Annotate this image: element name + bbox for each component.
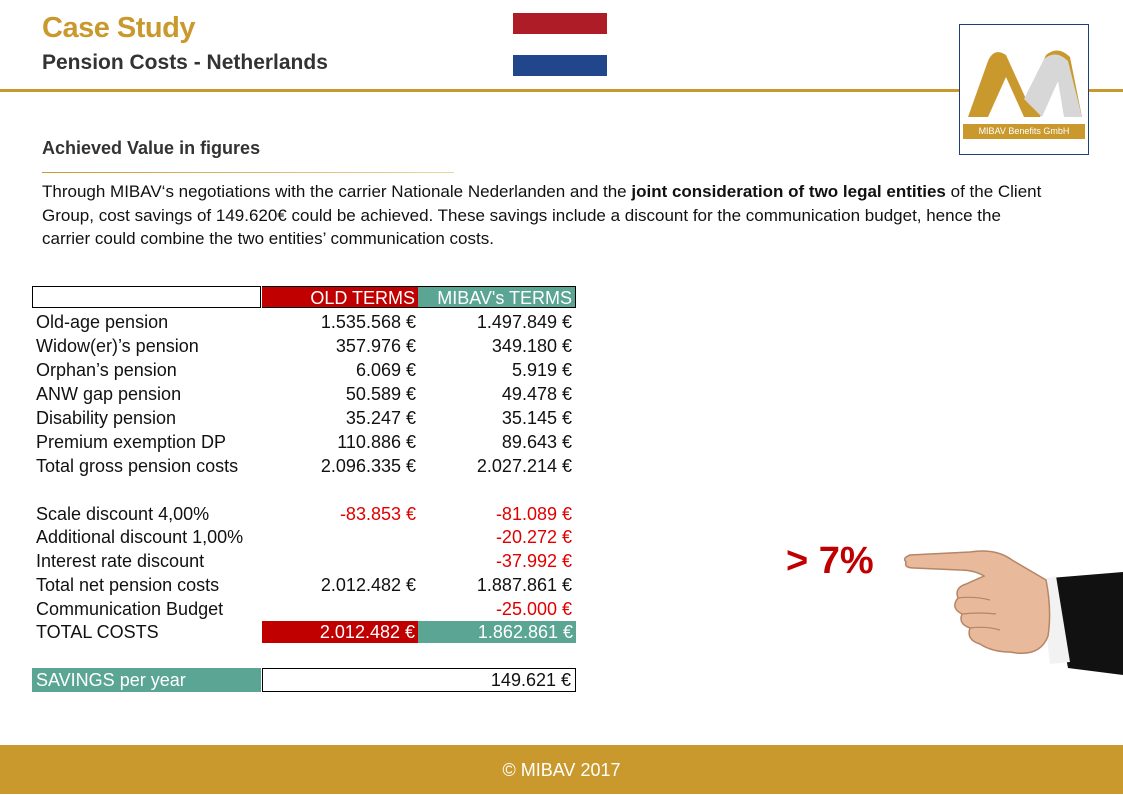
old-terms-value: 2.012.482 € [320, 575, 416, 595]
intro-text-2: of the Client Group, cost savings of 149.620€ could be achieved. These savings include a discount for the communication budget, hence the carrier could combine the two entities’ communication costs. [42, 182, 1042, 248]
intro-paragraph [42, 180, 1052, 251]
table-row [32, 334, 577, 358]
row-label: Disability pension [36, 408, 177, 428]
mibav-terms-value: 49.478 € [501, 384, 572, 404]
netherlands-flag-icon [513, 13, 607, 76]
table-row [32, 310, 577, 334]
flag-stripe-red [513, 13, 607, 34]
flag-stripe-blue [513, 55, 607, 76]
savings-value: 149.621 € [262, 668, 576, 692]
old-terms-value: 357.976 € [335, 336, 416, 356]
total-mibav-terms-value: 1.862.861 € [418, 621, 576, 643]
pointing-hand-icon [900, 540, 1123, 675]
mibav-terms-value: 89.643 € [501, 432, 572, 452]
row-label: Communication Budget [36, 599, 224, 619]
row-label: Additional discount 1,00% [36, 527, 244, 547]
mibav-terms-value: 5.919 € [511, 360, 572, 380]
footer-copyright: © MIBAV 2017 [0, 745, 1123, 794]
old-terms-value: 50.589 € [345, 384, 416, 404]
row-label: Widow(er)’s pension [36, 336, 199, 356]
old-terms-value: 110.886 € [337, 432, 416, 452]
savings-percent-callout: > 7% [786, 540, 874, 582]
column-header-mibav-terms: MIBAV's TERMS [418, 286, 576, 308]
table-row [32, 382, 577, 406]
mibav-terms-value: -37.992 € [495, 551, 572, 571]
mibav-logo [959, 24, 1089, 155]
table-row [32, 454, 577, 478]
savings-label: SAVINGS per year [32, 668, 261, 692]
section-heading: Achieved Value in figures [42, 138, 261, 158]
page-title: Case Study [42, 12, 195, 44]
page-subtitle: Pension Costs - Netherlands [42, 51, 328, 74]
old-terms-value: 35.247 € [345, 408, 416, 428]
table-row [32, 406, 577, 430]
mibav-terms-value: 349.180 € [491, 336, 572, 356]
intro-text-1: Through MIBAV‘s negotiations with the carrier Nationale Nederlanden and the [42, 182, 632, 201]
row-label: ANW gap pension [36, 384, 182, 404]
row-label: Interest rate discount [36, 551, 205, 571]
old-terms-value: 6.069 € [355, 360, 416, 380]
table-row [32, 430, 577, 454]
section-divider [42, 172, 454, 173]
old-terms-value: 1.535.568 € [320, 312, 416, 332]
total-old-terms-value: 2.012.482 € [262, 621, 418, 643]
intro-text-bold: joint consideration of two legal entities [631, 182, 946, 201]
header-divider [0, 89, 1123, 92]
row-label: Total gross pension costs [36, 456, 239, 476]
mibav-terms-value: 1.497.849 € [476, 312, 572, 332]
mibav-terms-value: 2.027.214 € [476, 456, 572, 476]
old-terms-value: 2.096.335 € [320, 456, 416, 476]
table-row [32, 549, 577, 573]
row-label: Total net pension costs [36, 575, 220, 595]
mibav-terms-value: -81.089 € [495, 504, 572, 524]
flag-stripe-white [513, 34, 607, 55]
mibav-terms-value: -25.000 € [495, 599, 572, 619]
mibav-terms-value: -20.272 € [495, 527, 572, 547]
old-terms-value: -83.853 € [339, 504, 416, 524]
column-header-old-terms: OLD TERMS [262, 286, 418, 308]
table-row [32, 502, 577, 526]
table-row [32, 597, 577, 621]
row-label: Scale discount 4,00% [36, 504, 210, 524]
row-label: Orphan’s pension [36, 360, 177, 380]
logo-label: MIBAV Benefits GmbH [963, 124, 1085, 139]
row-label: Premium exemption DP [36, 432, 227, 452]
mibav-terms-value: 35.145 € [501, 408, 572, 428]
total-costs-label: TOTAL COSTS [36, 622, 159, 642]
table-row [32, 525, 577, 549]
table-row [32, 358, 577, 382]
row-label: Old-age pension [36, 312, 169, 332]
mibav-terms-value: 1.887.861 € [476, 575, 572, 595]
table-row [32, 573, 577, 597]
table-header-blank [32, 286, 261, 308]
